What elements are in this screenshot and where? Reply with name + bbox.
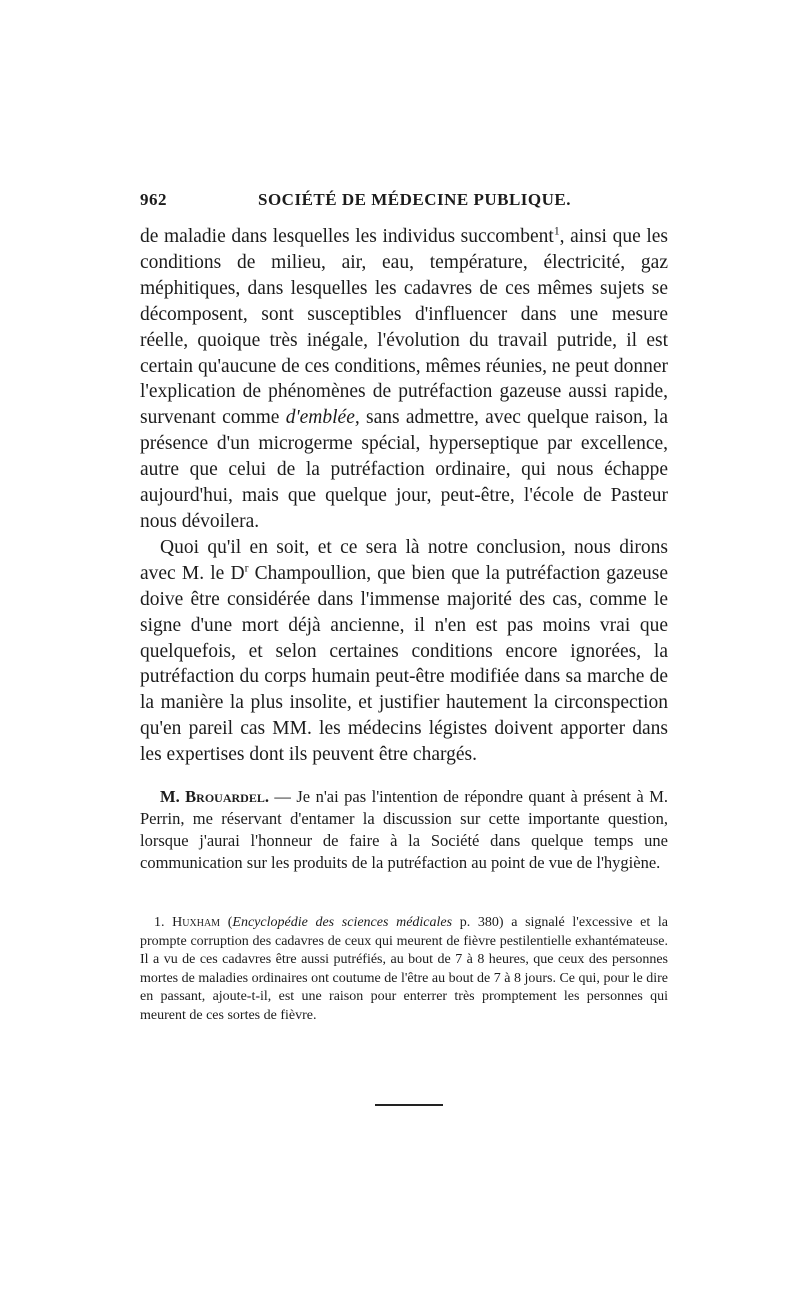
footnote-number: 1.	[154, 915, 165, 930]
discussion-text: — Je n'ai pas l'intention de répondre quant à présent à M. Perrin, me réservant d'entamer la discussion sur cette importante question, lorsque j'aurai l'honneur de faire à la Société dans quelque temps une communication sur les produits de la putréfaction au point de vue de l'hygiène.	[140, 787, 668, 872]
paragraph-1	[140, 224, 668, 535]
paragraph-1-start: de maladie dans lesquelles les individus succombent	[140, 226, 554, 247]
paragraph-1-italic: d'emblée,	[285, 407, 360, 429]
footnote	[140, 914, 668, 1026]
paragraph-1-end: sans admettre, avec quelque raison, la présence d'un microgerme spécial, hyperseptique par excellence, autre que celui de la putréfaction ordinaire, qui nous échappe aujourd'hui, mais que quelque jour, peut-être, l'école de Pasteur nous dévoilera.	[140, 407, 668, 532]
speaker-name: M. Brouardel.	[160, 787, 269, 806]
footnote-open-paren: (	[220, 915, 233, 930]
discussion-remark	[140, 786, 668, 874]
doctor-abbrev-sup: r	[244, 561, 249, 575]
running-title: SOCIÉTÉ DE MÉDECINE PUBLIQUE.	[258, 190, 572, 209]
paragraph-2	[140, 535, 668, 768]
paragraph-2-start: Quoi qu'il en soit, et ce sera là notre conclusion, nous dirons avec M. le D	[140, 536, 668, 584]
footnote-reference: 1	[553, 224, 560, 238]
footnote-text: p. 380) a signalé l'excessive et la prompte corruption des cadavres de ceux qui meurent de fièvre pestilentielle exhantémateuse. Il a vu de ces cadavres être aussi putréfiés, au bout de 7 à 8 heures, que ceux des personnes mortes de maladies ordinaires ont coutume de l'être au bout de 7 à 8 jours. Ce qui, pour le dire en passant, ajoute-t-il, est une raison pour enterrer très promptement les personnes qui meurent de ces sortes de fièvre.	[140, 915, 668, 1023]
footnote-work-title: Encyclopédie des sciences médicales	[232, 915, 453, 930]
discussion-paragraph	[140, 786, 668, 874]
paragraph-1-middle: , ainsi que les conditions de milieu, air, eau, température, électricité, gaz méphitiques, dans lesquelles les cadavres de ces mêmes sujets se décomposent, sont susceptibles d'influencer dans une mesure réelle, quoique très inégale, l'évolution du travail putride, il est certain qu'aucune de ces conditions, mêmes réunies, ne peut donner l'explication de phénomènes de putréfaction gazeuse aussi rapide, survenant comme	[140, 226, 668, 429]
footnote-paragraph	[140, 914, 668, 1026]
main-text	[140, 224, 668, 768]
running-header	[140, 190, 668, 220]
footnote-author: Huxham	[172, 915, 221, 930]
paragraph-2-end: Champoullion, que bien que la putréfaction gazeuse doive être considérée dans l'immense majorité des cas, comme le signe d'une mort déjà ancienne, il n'en est pas moins vrai que quelquefois, et selon certaines conditions encore ignorées, la putréfaction du corps humain peut-être modifiée dans sa marche de la manière la plus insolite, et justifier hautement la circonspection qu'en pareil cas MM. les médecins légistes doivent apporter dans les expertises dont ils peuvent être chargés.	[140, 562, 668, 766]
page-number: 962	[140, 190, 167, 209]
end-rule	[375, 1104, 443, 1106]
